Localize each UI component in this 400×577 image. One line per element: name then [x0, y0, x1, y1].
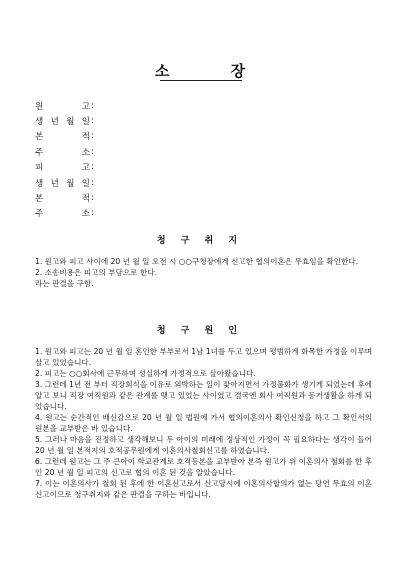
cause-text — [35, 346, 372, 500]
party-colon: : — [91, 162, 94, 173]
title-underline — [160, 80, 242, 81]
party-colon: : — [91, 208, 94, 219]
party-row — [35, 190, 235, 205]
party-row — [35, 129, 235, 144]
party-colon: : — [91, 116, 94, 127]
party-row — [35, 113, 235, 128]
party-row — [35, 160, 235, 175]
party-label: 생 년 월 일 — [35, 117, 90, 128]
paragraph-line: 7. 이는 이혼의사가 철회 된 후에 한 이혼신고로서 신고당시에 이혼의사합의가 없는 당연 무효의 이혼신고이므로 청구취지와 같은 판결을 구하는 바입니다. — [35, 479, 372, 499]
paragraph-line: 1. 원고와 피고 사이에 20 년 월 일 오전 시 ○○구청장에게 신고한 협의이혼은 무효임을 확인한다. — [35, 257, 359, 266]
party-label: 피 고 — [35, 163, 90, 174]
party-label: 본 적 — [35, 194, 90, 205]
party-colon: : — [91, 146, 94, 157]
party-colon: : — [91, 193, 94, 204]
party-row — [35, 206, 235, 221]
party-colon: : — [91, 177, 94, 188]
paragraph-line: 6. 그런데 원고는 그 주 큰아이 학교관계로 호적등본을 교부받아 본즉 원고가 위 이혼의사 철회를 한 후인 20 년 월 일 피고의 신고로 협의 이혼 된 것을 알았습니다. — [35, 457, 372, 477]
party-info — [35, 98, 235, 221]
paragraph-line: 2. 소송비용은 피고의 부담으로 한다. — [35, 268, 158, 277]
paragraph-line: 2. 피고는 ○○회사에 근무하며 성실하게 가정적으로 살아왔습니다. — [35, 369, 256, 378]
paragraph-line: 4. 원고는 순간적인 배신감으로 20 년 월 일 법원에 가서 협의이혼의사 확인신청을 하고 그 확인서의 원본을 교부받은 바 있습니다. — [35, 413, 372, 433]
paragraph-line: 1. 원고와 피고는 20 년 월 일 혼인한 부부로서 1남 1녀를 두고 있으며 평범하게 화목한 가정을 이루며 살고 있었습니다. — [35, 347, 372, 367]
claim-heading: 청 구 취 지 — [156, 236, 244, 246]
party-row — [35, 144, 235, 159]
party-colon: : — [91, 100, 94, 111]
document-title: 소 장 — [154, 62, 274, 80]
claim-text — [35, 256, 372, 289]
cause-heading: 청 구 원 인 — [156, 326, 244, 336]
party-label: 본 적 — [35, 132, 90, 143]
party-row — [35, 98, 235, 113]
party-label: 주 소 — [35, 147, 90, 158]
party-label: 원 고 — [35, 101, 90, 112]
party-colon: : — [91, 131, 94, 142]
paragraph-line: 5. 그러나 마음을 진정하고 생각해보니 두 아이의 미래에 정상적인 가정이 꼭 필요하다는 생각이 들어 20 년 월 일 본적지의 호적공무원에게 이혼의사철회신고를 하였습니다. — [35, 435, 372, 455]
party-row — [35, 175, 235, 190]
party-label: 주 소 — [35, 209, 90, 220]
paragraph-line: 라는 판결을 구함. — [35, 279, 94, 288]
party-label: 생 년 월 일 — [35, 178, 90, 189]
paragraph-line: 3. 그런데 1년 전 부터 직장회식을 이유로 외박하는 일이 잦아지면서 가정불화가 생기게 되었는데 후에 알고 보니 직장 여직원과 같은 관계를 맺고 있었는 사이였고 결국엔 회사 여직원과 동거생활을 하게 되었습니다. — [35, 380, 372, 411]
